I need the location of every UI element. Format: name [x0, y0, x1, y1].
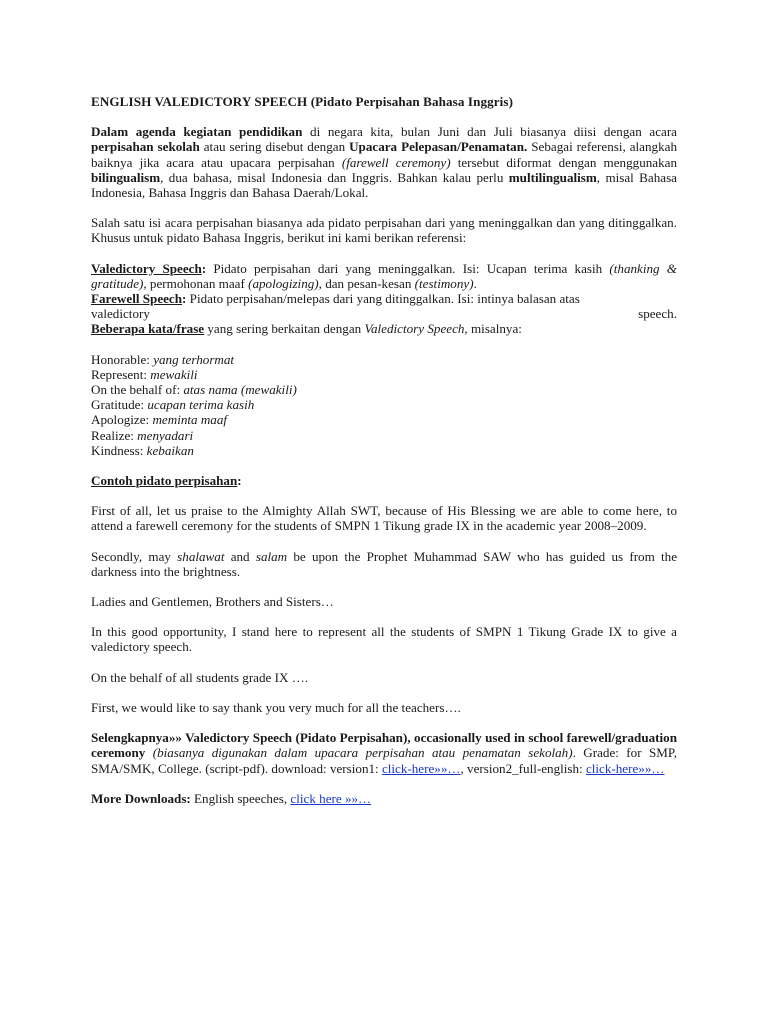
- more-downloads-text: English speeches,: [190, 790, 291, 806]
- vocab-term: Gratitude:: [91, 397, 148, 413]
- title-sub: (Pidato Perpisahan Bahasa Inggris): [310, 94, 514, 109]
- intro-paragraph: [91, 124, 677, 200]
- intro-text-4: tersebut diformat dengan menggunakan: [450, 154, 677, 170]
- intro-text-3: Sebagai referensi, alangkah baiknya jika acara atau upacara perpisahan: [91, 139, 677, 170]
- vocab-item: [91, 382, 677, 397]
- more-downloads: [91, 791, 677, 806]
- intro-text-1: di negara kita, bulan Juni dan Juli biasanya diisi dengan acara: [302, 124, 677, 140]
- vocab-term: Realize:: [91, 427, 138, 443]
- farewell-line2-left: valedictory: [91, 306, 150, 322]
- intro-bold-2: perpisahan sekolah: [91, 139, 200, 155]
- intro-bold-1: Dalam agenda kegiatan pendidikan: [91, 124, 303, 140]
- vocab-translation: menyadari: [137, 427, 194, 443]
- phrases-text: yang sering berkaitan dengan: [204, 321, 365, 337]
- vocab-term: Apologize:: [91, 412, 153, 428]
- valedictory-italic-2: (apologizing): [248, 275, 319, 291]
- more-lead: Selengkapnya»»: [91, 730, 182, 746]
- more-info-paragraph: [91, 730, 677, 776]
- speech-p2-italic-1: shalawat: [177, 548, 225, 564]
- speech-paragraph-3: Ladies and Gentlemen, Brothers and Sisters…: [91, 594, 334, 610]
- vocab-term: Represent:: [91, 366, 151, 382]
- valedictory-text: Pidato perpisahan dari yang meninggalkan. Isi: Ucapan terima kasih: [206, 260, 610, 276]
- vocab-translation: kebaikan: [146, 442, 194, 458]
- valedictory-definition: [91, 261, 677, 291]
- phrases-term: Beberapa kata/frase: [91, 321, 205, 337]
- intro-bold-3: Upacara Pelepasan/Penamatan.: [349, 139, 528, 155]
- farewell-definition-line2: [91, 306, 677, 321]
- vocab-item: [91, 367, 677, 382]
- phrases-intro: [91, 321, 677, 336]
- valedictory-end: .: [473, 275, 477, 291]
- speech-p2-italic-2: salam: [255, 548, 288, 564]
- intro-bold-5: multilingualism: [508, 169, 597, 185]
- farewell-text: Pidato perpisahan/melepas dari yang ditinggalkan. Isi: intinya balasan atas: [186, 291, 580, 307]
- speech-paragraph-1: First of all, let us praise to the Almighty Allah SWT, because of His Blessing we are able to come here, to attend a farewell ceremony for the students of SMPN 1 Tikung grade IX in the academic year 2008–2009.: [91, 503, 677, 534]
- farewell-term: Farewell Speech: [91, 291, 183, 307]
- vocab-translation: yang terhormat: [153, 351, 235, 367]
- example-heading-text: Contoh pidato perpisahan: [91, 473, 238, 489]
- vocab-term: On the behalf of:: [91, 382, 184, 398]
- speech-p2-text-a: Secondly, may: [91, 548, 178, 564]
- intro-text-2: atau sering disebut dengan: [199, 139, 350, 155]
- intro-text-6: , misal Bahasa Indonesia, Bahasa Inggris dan Bahasa Daerah/Lokal.: [91, 169, 677, 201]
- farewell-line2-right: speech.: [638, 306, 677, 322]
- valedictory-term: Valedictory Speech: [91, 260, 202, 276]
- vocab-item: [91, 428, 677, 443]
- more-text: . Grade: for SMP, SMA/SMK, College. (script-pdf). download: version1:: [91, 745, 678, 776]
- phrases-italic: Valedictory Speech,: [364, 321, 468, 337]
- speech-p2-text-b: and: [224, 548, 256, 564]
- speech-paragraph-5: On the behalf of all students grade IX ….: [91, 669, 309, 685]
- vocabulary-list: [91, 352, 677, 458]
- document-body: [91, 94, 677, 806]
- vocab-translation: mewakili: [150, 366, 198, 382]
- vocab-translation: atas nama (mewakili): [183, 382, 297, 398]
- vocab-term: Kindness:: [91, 442, 147, 458]
- document-title: [91, 94, 677, 109]
- example-heading: [91, 473, 677, 488]
- speech-p2-text-c: be upon the Prophet Muhammad SAW who has guided us from the darkness into the brightness.: [91, 548, 678, 579]
- reference-paragraph: Salah satu isi acara perpisahan biasanya ada pidato perpisahan dari yang meninggalkan dan yang ditinggalkan. Khusus untuk pidato Bahasa Inggris, berikut ini kami berikan referensi:: [91, 215, 677, 246]
- phrases-end: misalnya:: [467, 321, 522, 337]
- more-italic: (biasanya digunakan dalam upacara perpisahan atau penamatan sekolah): [145, 745, 573, 761]
- vocab-term: Honorable:: [91, 351, 154, 367]
- english-speeches-link[interactable]: click here »»…: [290, 790, 372, 806]
- valedictory-italic-3: (testimony): [414, 275, 474, 291]
- valedictory-text-2: , permohonan maaf: [143, 275, 249, 291]
- more-bold: Valedictory Speech (Pidato Perpisahan), occasionally used in school farewell/graduation ceremony: [91, 730, 677, 761]
- title-main: ENGLISH VALEDICTORY SPEECH: [91, 94, 308, 109]
- intro-bold-4: bilingualism: [91, 169, 161, 185]
- valedictory-text-3: , dan pesan-kesan: [318, 275, 415, 291]
- intro-text-5: , dua bahasa, misal Indonesia dan Inggris. Bahkan kalau perlu: [160, 169, 509, 185]
- download-version1-link[interactable]: click-here»»…: [381, 760, 461, 776]
- download-version2-link[interactable]: click-here»»…: [585, 760, 665, 776]
- speech-paragraph-2: [91, 549, 677, 579]
- vocab-item: [91, 443, 677, 458]
- example-heading-colon: :: [237, 473, 242, 489]
- intro-italic-1: (farewell ceremony): [341, 154, 451, 170]
- vocab-translation: ucapan terima kasih: [147, 397, 255, 413]
- vocab-item: [91, 412, 677, 427]
- more-downloads-label: More Downloads:: [91, 790, 191, 806]
- farewell-colon: :: [182, 291, 187, 307]
- more-mid: , version2_full-english:: [460, 760, 586, 776]
- vocab-translation: meminta maaf: [152, 412, 228, 428]
- valedictory-colon: :: [201, 260, 207, 276]
- farewell-definition: [91, 291, 677, 306]
- vocab-item: [91, 352, 677, 367]
- speech-paragraph-6: First, we would like to say thank you very much for all the teachers….: [91, 699, 461, 715]
- valedictory-italic-1: (thanking & gratitude): [91, 260, 677, 291]
- speech-paragraph-4: In this good opportunity, I stand here to represent all the students of SMPN 1 Tikung Grade IX to give a valedictory speech.: [91, 624, 677, 655]
- vocab-item: [91, 397, 677, 412]
